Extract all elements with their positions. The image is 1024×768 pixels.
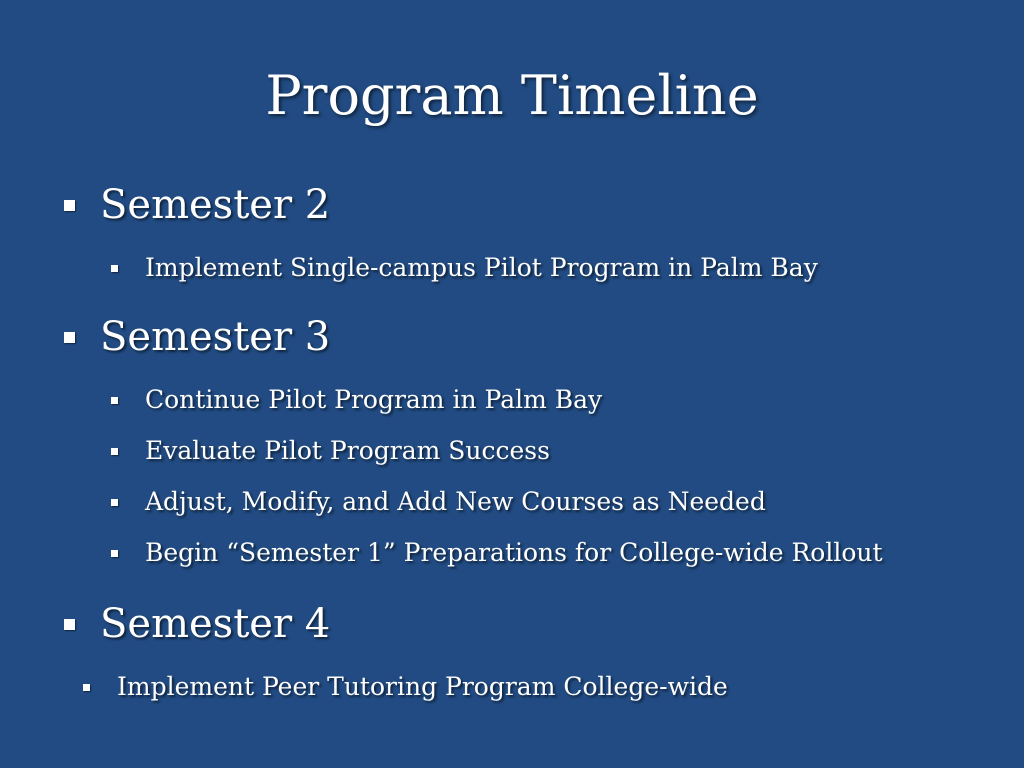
bullet-square-icon [111, 448, 118, 455]
bullet-square-icon [111, 397, 118, 404]
list-item-label: Implement Peer Tutoring Program College-wide [117, 672, 728, 701]
list-item [145, 537, 883, 569]
list-item [145, 486, 766, 518]
bullet-square-icon [111, 265, 118, 272]
bullet-square-icon [64, 619, 75, 630]
section-heading-label: Semester 2 [100, 182, 331, 228]
bullet-square-icon [64, 200, 75, 211]
section-heading-label: Semester 4 [100, 601, 331, 647]
bullet-square-icon [83, 684, 90, 691]
list-item-label: Adjust, Modify, and Add New Courses as Needed [145, 487, 766, 516]
list-item [145, 252, 818, 284]
section-heading-semester-3 [100, 313, 330, 361]
list-item [117, 671, 728, 703]
slide-title: Program Timeline [265, 64, 759, 127]
list-item [145, 384, 602, 416]
bullet-square-icon [111, 550, 118, 557]
section-heading-semester-4 [100, 600, 330, 648]
list-item [145, 435, 550, 467]
bullet-square-icon [64, 332, 75, 343]
section-heading-semester-2 [100, 181, 330, 229]
list-item-label: Implement Single-campus Pilot Program in Palm Bay [145, 253, 818, 282]
section-heading-label: Semester 3 [100, 314, 331, 360]
bullet-square-icon [111, 499, 118, 506]
list-item-label: Evaluate Pilot Program Success [145, 436, 550, 465]
list-item-label: Begin “Semester 1” Preparations for College-wide Rollout [145, 538, 883, 567]
list-item-label: Continue Pilot Program in Palm Bay [145, 385, 603, 414]
